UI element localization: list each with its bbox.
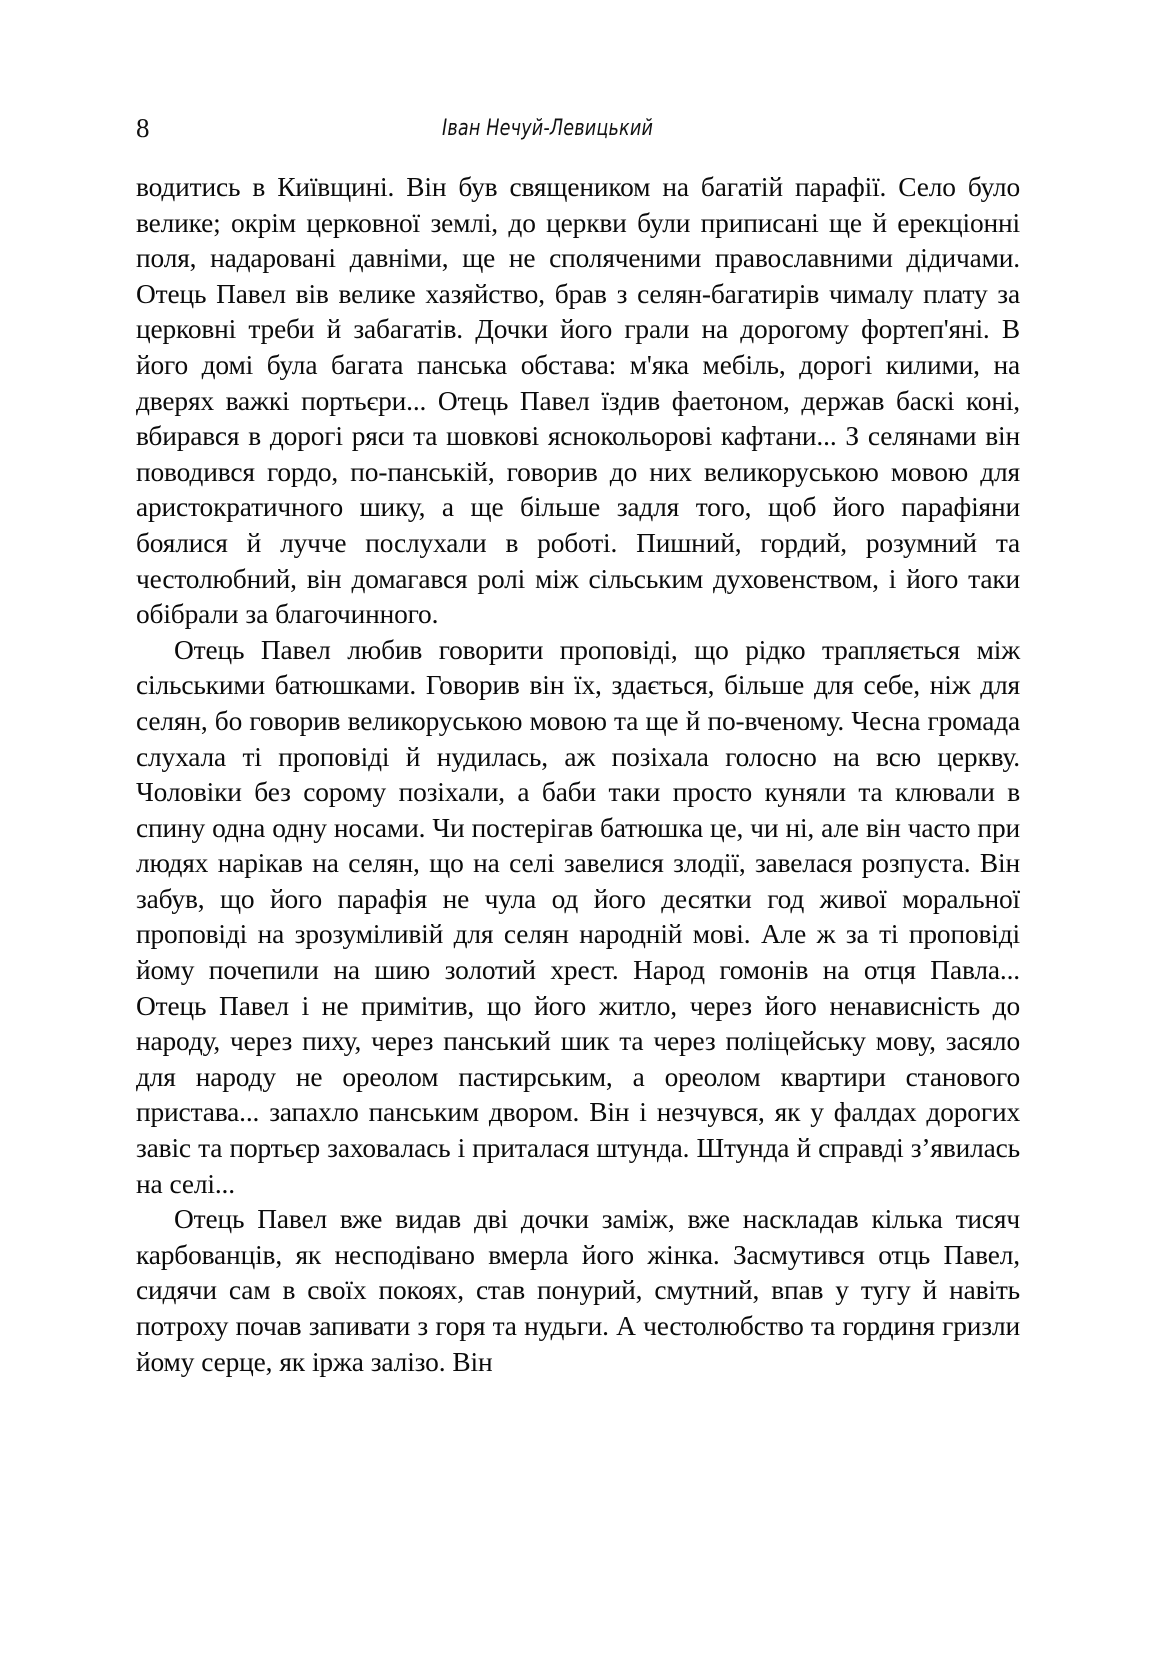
running-head-title: Іван Нечуй-Левицький [442,116,654,141]
body-text-block [136,170,1020,1380]
page-number: 8 [136,113,150,143]
running-head [136,112,1018,146]
body-paragraph: Отець Павел вже видав дві дочки заміж, вже наскладав кілька тисяч карбованців, як несподівано вмерла його жінка. Засмутився отць Павел, сидячи сам в своїх покоях, став понурий, смутний, впав у тугу й навіть потроху почав запивати з горя та нудьги. А честолюбство та гординя гризли йому серце, як іржа залізо. Він [136,1204,1020,1377]
body-paragraph: водитись в Київщині. Він був священиком на багатій парафії. Село було велике; окрім церковної землі, до церкви були приписані ще й ерекціонні поля, надаровані давніми, ще не споляченими православними дідичами. Отець Павел вів велике хазяйство, брав з селян-багатирів чималу плату за церковні треби й забагатів. Дочки його грали на дорогому фортеп'яні. В його домі була багата панська обстава: м'яка мебіль, дорогі килими, на дверях важкі портьєри... Отець Павел їздив фаетоном, держав баскі коні, вбирався в дорогі ряси та шовкові яснокольорові кафтани... З селянами він поводився гордо, по-панській, говорив до них великоруською мовою для аристократичного шику, а ще більше задля того, щоб його парафіяни боялися й лучче послухали в роботі. Пишний, гордий, розумний та честолюбний, він домагався ролі між сільським духовенством, і його таки обібрали за благочинного. [136,172,1020,630]
body-paragraph: Отець Павел любив говорити проповіді, що рідко трапляється між сільськими батюшками. Говорив він їх, здається, більше для себе, ніж для селян, бо говорив великоруською мовою та ще й по-вченому. Чесна громада слухала ті проповіді й нудилась, аж позіхала голосно на всю церкву. Чоловіки без сорому позіхали, а баби таки просто куняли та клювали в спину одна одну носами. Чи постерігав батюшка це, чи ні, але він часто при людях нарікав на селян, що на селі завелися злодії, завелася розпуста. Він забув, що його парафія не чула од його десятки год живої моральної проповіді на зрозуміливій для селян народній мові. Але ж за ті проповіді йому почепили на шию золотий хрест. Народ гомонів на отця Павла... Отець Павел і не примітив, що його житло, через його ненависність до народу, через пиху, через панський шик та через поліцейську мову, засяло для народу не ореолом пастирським, а ореолом квартири станового пристава... запахло панським двором. Він і незчувся, як у фалдах дорогих завіс та портьєр заховалась і приталася штунда. Штунда й справді з’явилась на селі... [136,634,1020,1199]
